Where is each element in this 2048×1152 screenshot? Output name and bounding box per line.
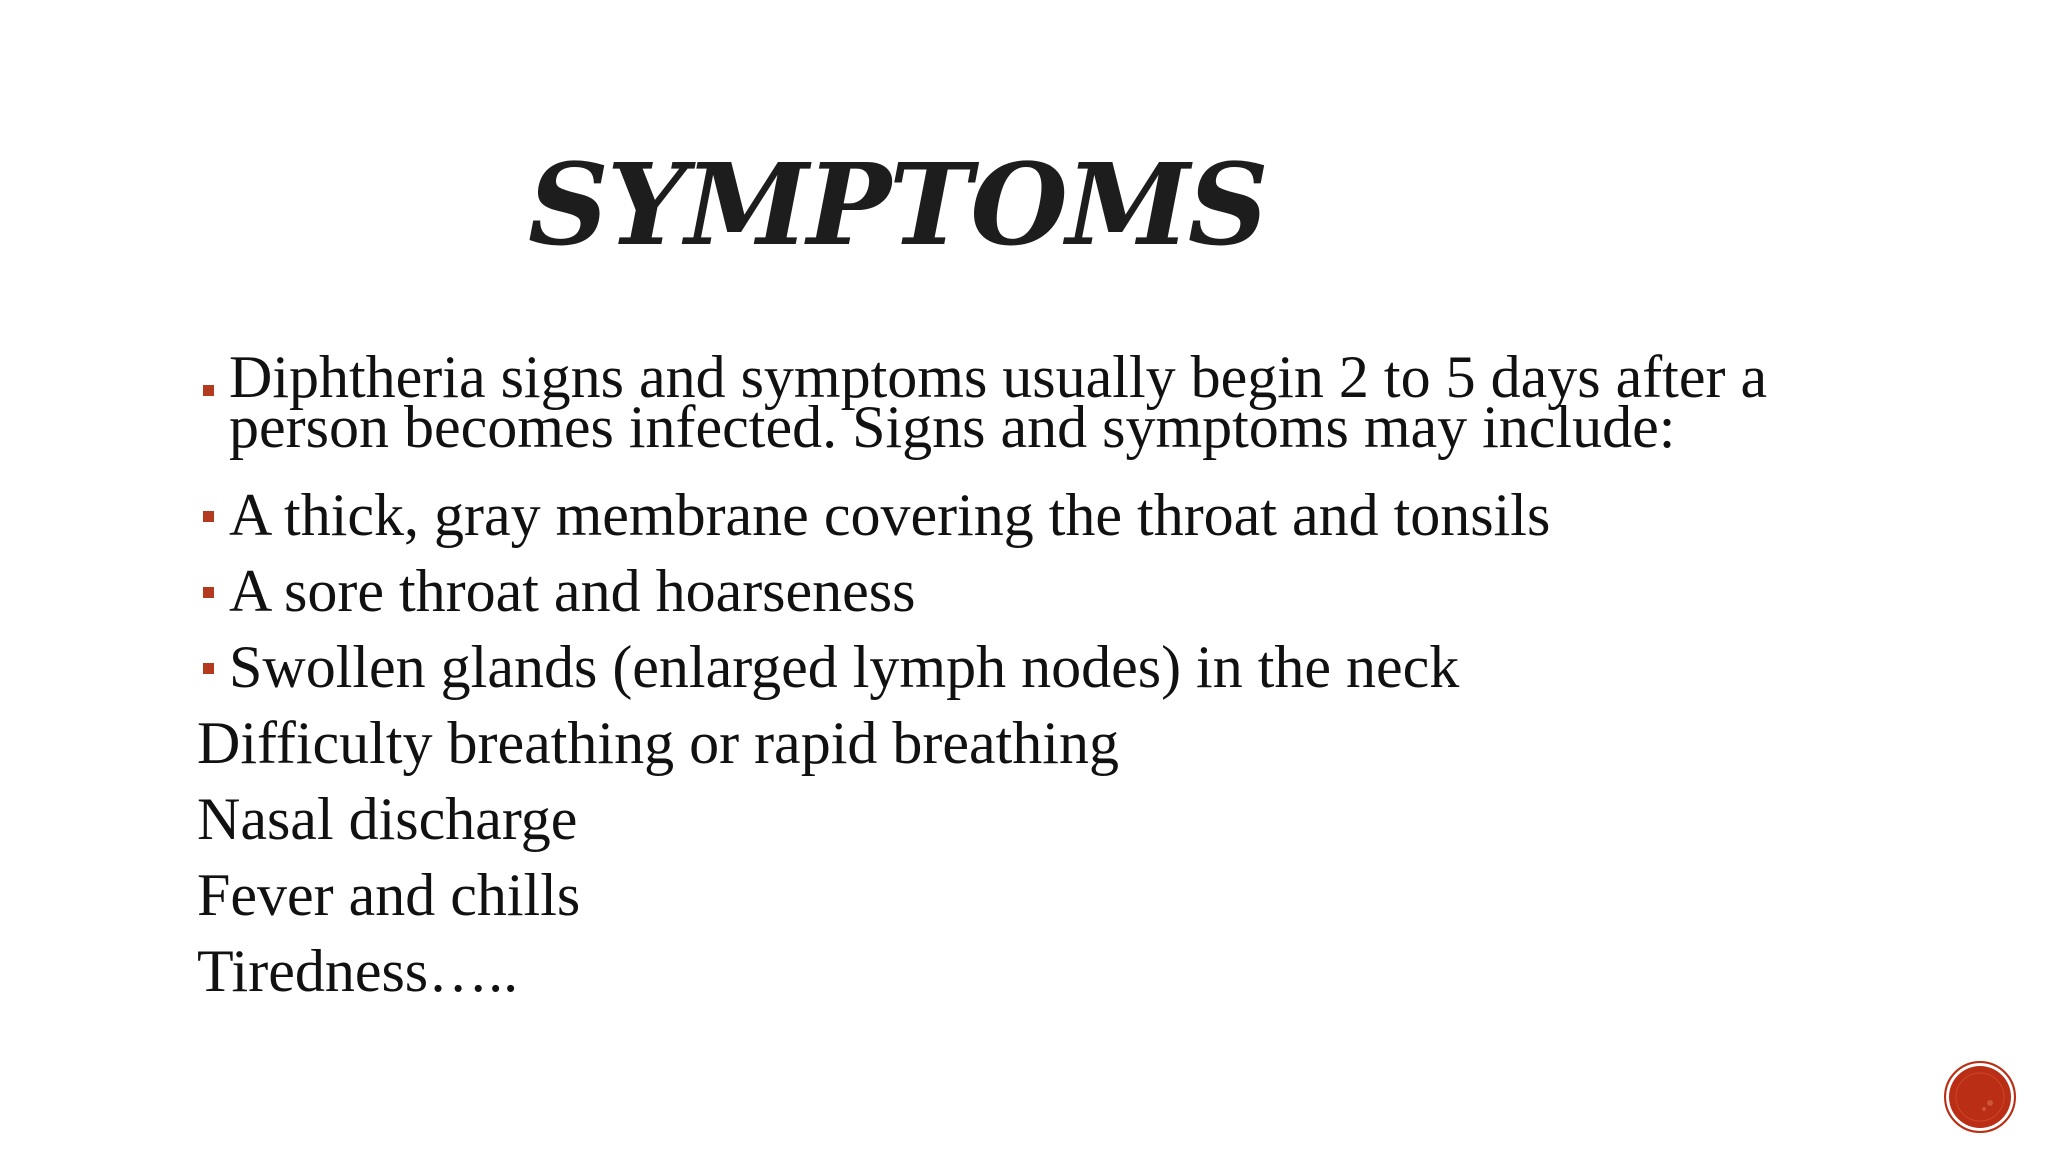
bullet-item <box>197 344 1897 460</box>
square-bullet-icon <box>203 587 214 598</box>
bullet-text: A sore throat and hoarseness <box>229 558 916 624</box>
circle-button-icon[interactable] <box>1944 1061 2016 1133</box>
square-bullet-icon <box>203 385 214 396</box>
bullet-item <box>197 629 1897 705</box>
bullet-text: Swollen glands (enlarged lymph nodes) in the neck <box>229 634 1460 700</box>
square-bullet-icon <box>203 511 214 522</box>
plain-line: Nasal discharge <box>197 786 578 852</box>
bullet-item <box>197 477 1897 553</box>
square-bullet-icon <box>203 663 214 674</box>
bullet-text: Diphtheria signs and symptoms usually begin 2 to 5 days after a person becomes infected. Signs and symptoms may include: <box>229 344 1768 460</box>
slide-title: SYMPTOMS <box>528 140 1267 271</box>
plain-line: Difficulty breathing or rapid breathing <box>197 710 1119 776</box>
bullet-text: A thick, gray membrane covering the throat and tonsils <box>229 482 1551 548</box>
plain-line: Tiredness….. <box>197 938 519 1004</box>
circle-button-texture-icon <box>1946 1063 2014 1131</box>
bullet-item <box>197 553 1897 629</box>
plain-line: Fever and chills <box>197 862 581 928</box>
slide-content <box>197 344 1897 1009</box>
